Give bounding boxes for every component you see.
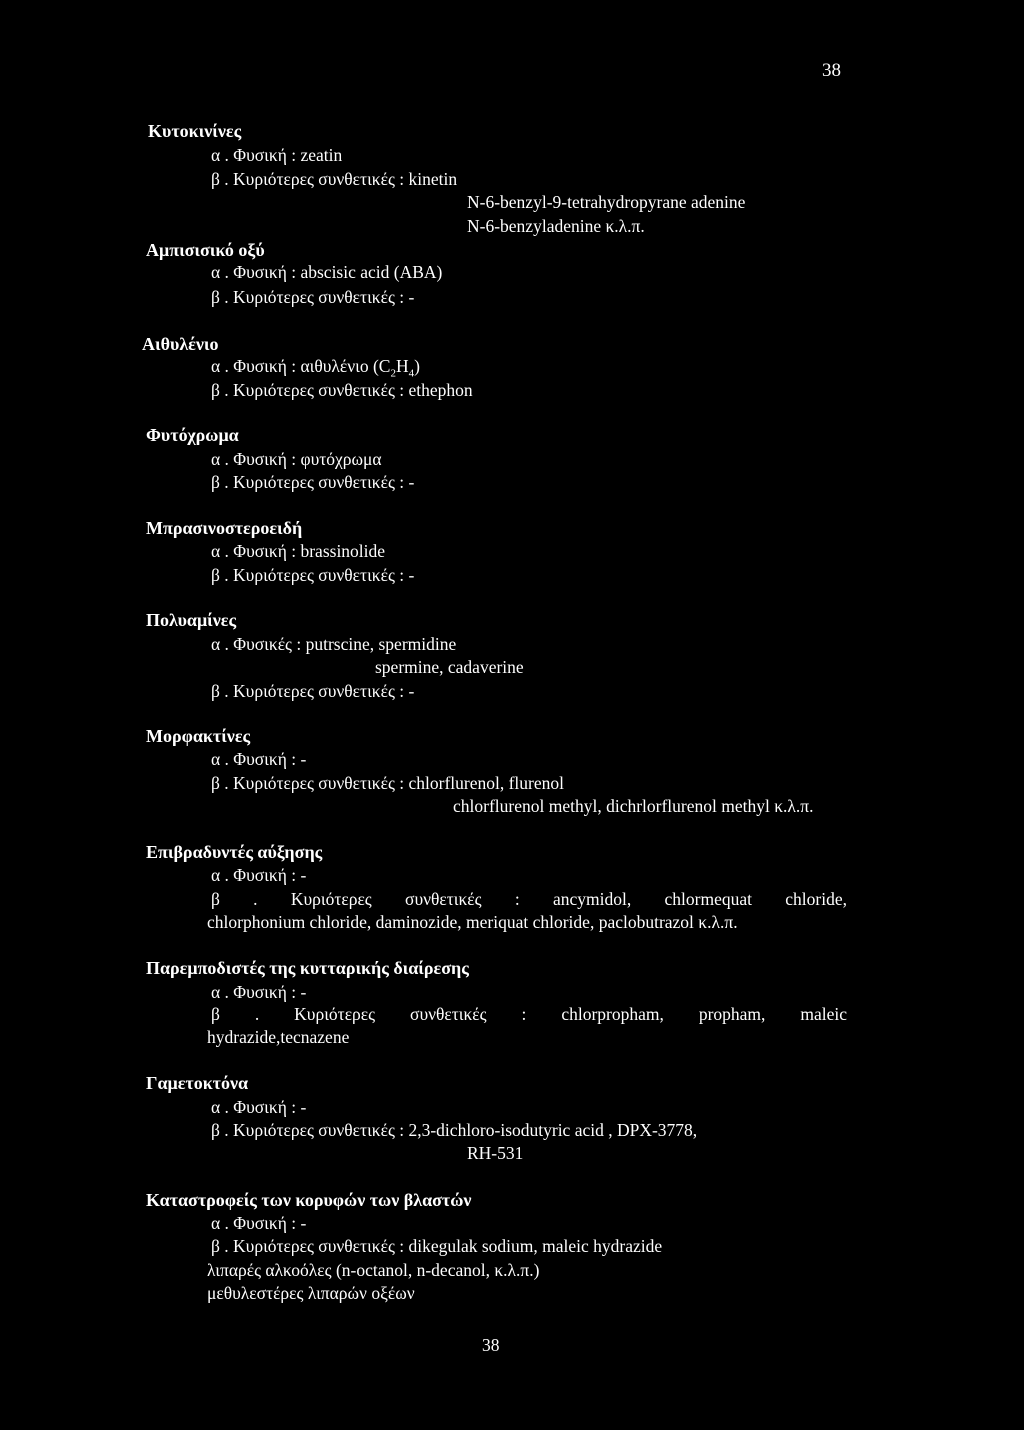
section-title-bud-destroyers: Καταστροφείς των κορυφών των βλαστών	[146, 1190, 472, 1210]
growth-retardants-synthetic-2: chlorphonium chloride, daminozide, meriquat chloride, paclobutrazol κ.λ.π.	[207, 912, 738, 932]
bud-destroyers-synthetic-3: μεθυλεστέρες λιπαρών οξέων	[207, 1283, 415, 1303]
cytokinins-synthetic-3: N-6-benzyladenine κ.λ.π.	[467, 216, 645, 236]
section-title-growth-retardants: Επιβραδυντές αύξησης	[146, 842, 323, 862]
section-title-polyamines: Πολυαμίνες	[146, 610, 237, 630]
phytochrome-synthetic: β . Κυριότερες συνθετικές : -	[211, 472, 415, 492]
cell-division-inhibitors-natural: α . Φυσική : -	[211, 982, 307, 1002]
section-title-phytochrome: Φυτόχρωμα	[146, 425, 239, 445]
page-number-top: 38	[822, 60, 841, 81]
polyamines-synthetic: β . Κυριότερες συνθετικές : -	[211, 681, 415, 701]
cytokinins-synthetic-2: N-6-benzyl-9-tetrahydropyrane adenine	[467, 192, 746, 212]
cell-division-inhibitors-synthetic: β . Κυριότερες συνθετικές : chlorpropham, propham, maleic	[211, 1004, 847, 1024]
growth-retardants-natural: α . Φυσική : -	[211, 865, 307, 885]
cytokinins-synthetic: β . Κυριότερες συνθετικές : kinetin	[211, 169, 458, 189]
brassinosteroids-natural: α . Φυσική : brassinolide	[211, 541, 386, 561]
bud-destroyers-synthetic: β . Κυριότερες συνθετικές : dikegulak sodium, maleic hydrazide	[211, 1236, 663, 1256]
morphactins-natural: α . Φυσική : -	[211, 749, 307, 769]
brassinosteroids-synthetic: β . Κυριότερες συνθετικές : -	[211, 565, 415, 585]
cell-division-inhibitors-synthetic-2: hydrazide,tecnazene	[207, 1027, 350, 1047]
ethylene-natural: α . Φυσική : αιθυλένιο $(C_2H_4)$	[211, 356, 420, 380]
gametocides-synthetic-2: RH-531	[467, 1143, 524, 1163]
phytochrome-natural: α . Φυσική : φυτόχρωμα	[211, 449, 382, 469]
section-title-brassinosteroids: Μπρασινοστεροειδή	[146, 518, 303, 538]
page-number-bottom: 38	[482, 1335, 500, 1355]
growth-retardants-synthetic: β . Κυριότερες συνθετικές : ancymidol, chlormequat chloride,	[211, 889, 847, 909]
polyamines-natural-2: spermine, cadaverine	[375, 657, 524, 677]
section-title-morphactins: Μορφακτίνες	[146, 726, 251, 746]
morphactins-synthetic: β . Κυριότερες συνθετικές : chlorflurenol, flurenol	[211, 773, 564, 793]
section-title-abscisic: Αμπισισικό οξύ	[146, 240, 265, 260]
page-number-bottom-clip	[470, 1329, 530, 1355]
morphactins-synthetic-2: chlorflurenol methyl, dichrlorflurenol methyl κ.λ.π.	[453, 796, 814, 816]
polyamines-natural: α . Φυσικές : putrscine, spermidine	[211, 634, 457, 654]
bud-destroyers-synthetic-2: λιπαρές αλκοόλες (n-octanol, n-decanol, κ.λ.π.)	[207, 1260, 540, 1280]
section-title-ethylene: Αιθυλένιο	[142, 334, 219, 354]
cytokinins-natural: α . Φυσική : zeatin	[211, 145, 343, 165]
gametocides-synthetic: β . Κυριότερες συνθετικές : 2,3-dichloro-isodutyric acid , DPX-3778,	[211, 1120, 698, 1140]
section-title-cell-division-inhibitors: Παρεμποδιστές της κυτταρικής διαίρεσης	[146, 958, 469, 978]
section-title-cytokinins: Κυτοκινίνες	[148, 121, 242, 141]
abscisic-synthetic: β . Κυριότερες συνθετικές : -	[211, 287, 415, 307]
bud-destroyers-natural: α . Φυσική : -	[211, 1213, 307, 1233]
abscisic-natural: α . Φυσική : abscisic acid (ABA)	[211, 262, 443, 282]
ethylene-synthetic: β . Κυριότερες συνθετικές : ethephon	[211, 380, 473, 400]
gametocides-natural: α . Φυσική : -	[211, 1097, 307, 1117]
section-title-gametocides: Γαμετοκτόνα	[146, 1073, 249, 1093]
